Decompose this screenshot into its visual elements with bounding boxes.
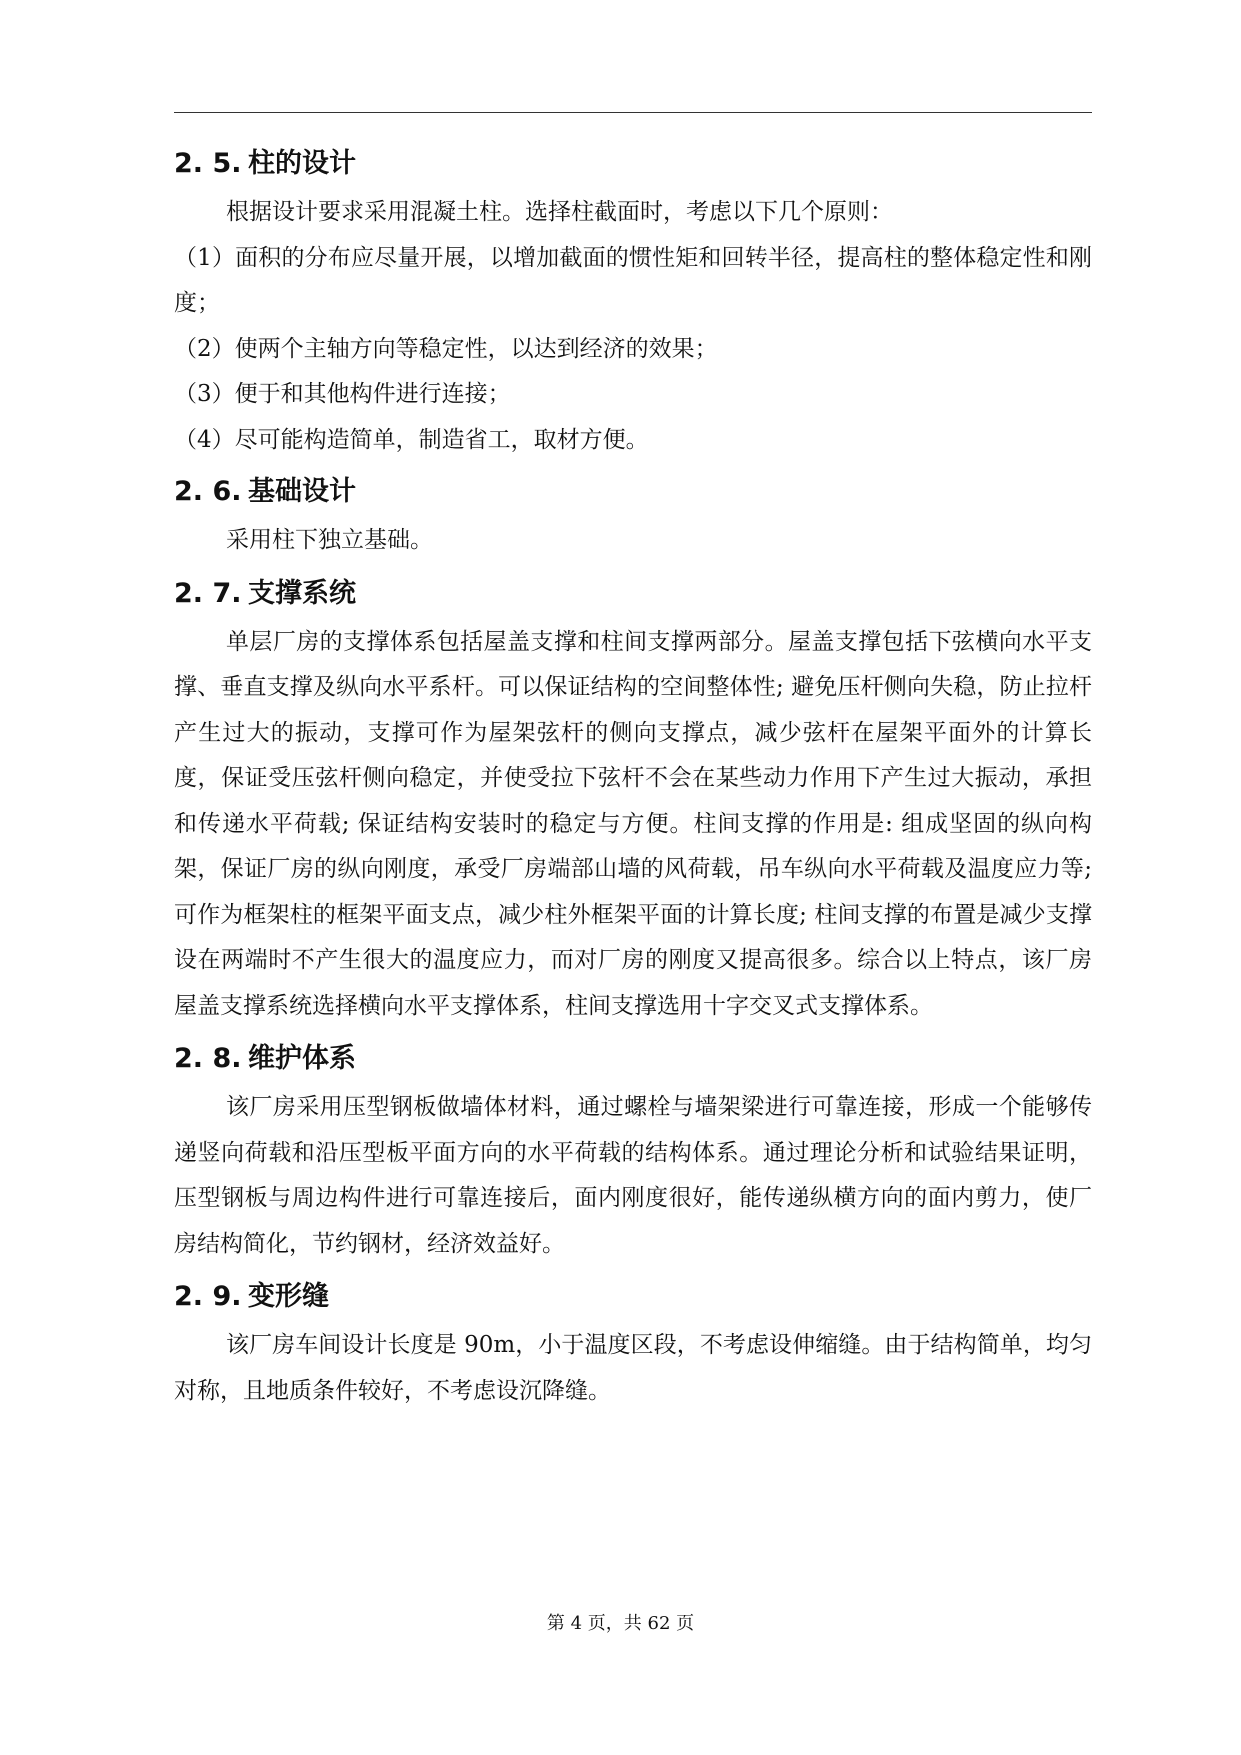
section-heading [174, 570, 1092, 618]
section-number: 2. 9. [174, 1281, 242, 1312]
section-2-7 [174, 570, 1092, 1030]
document-body [174, 140, 1092, 1414]
paragraph: 该厂房车间设计长度是 90m，小于温度区段，不考虑设伸缩缝。由于结构简单，均匀对称，且地质条件较好，不考虑设沉降缝。 [174, 1332, 1092, 1404]
paragraph: 单层厂房的支撑体系包括屋盖支撑和柱间支撑两部分。屋盖支撑包括下弦横向水平支撑、垂直支撑及纵向水平系杆。可以保证结构的空间整体性; 避免压杆侧向失稳，防止拉杆产生过大的振动，支撑可作为屋架弦杆的侧向支撑点，减少弦杆在屋架平面外的计算长度，保证受压弦杆侧向稳定，并使受拉下弦杆不会在某些动力作用下产生过大振动，承担和传递水平荷载; 保证结构安装时的稳定与方便。柱间支撑的作用是: 组成坚固的纵向构架，保证厂房的纵向刚度，承受厂房端部山墙的风荷载，吊车纵向水平荷载及温度应力等; 可作为框架柱的框架平面支点，减少柱外框架平面的计算长度; 柱间支撑的布置是减少支撑设在两端时不产生很大的温度应力，而对厂房的刚度又提高很多。综合以上特点，该厂房屋盖支撑系统选择横向水平支撑体系，柱间支撑选用十字交叉式支撑体系。 [174, 628, 1092, 1019]
section-title: 基础设计 [248, 476, 356, 507]
paragraph: 该厂房采用压型钢板做墙体材料，通过螺栓与墙架梁进行可靠连接，形成一个能够传递竖向荷载和沿压型板平面方向的水平荷载的结构体系。通过理论分析和试验结果证明，压型钢板与周边构件进行可靠连接后，面内刚度很好，能传递纵横方向的面内剪力，使厂房结构简化，节约钢材，经济效益好。 [174, 1094, 1092, 1257]
paragraph: 根据设计要求采用混凝土柱。选择柱截面时，考虑以下几个原则： [226, 199, 893, 225]
section-title: 维护体系 [248, 1043, 356, 1074]
section-heading [174, 140, 1092, 188]
list-item: （1）面积的分布应尽量开展，以增加截面的惯性矩和回转半径，提高柱的整体稳定性和刚度； [174, 244, 1092, 316]
section-title: 变形缝 [248, 1281, 329, 1312]
section-number: 2. 5. [174, 148, 242, 179]
section-number: 2. 6. [174, 476, 242, 507]
section-2-9 [174, 1273, 1092, 1414]
page-footer: 第 4 页，共 62 页 [546, 1613, 695, 1634]
section-2-8 [174, 1035, 1092, 1267]
section-heading [174, 468, 1092, 516]
list-item: （2）使两个主轴方向等稳定性，以达到经济的效果； [174, 335, 718, 362]
paragraph: 采用柱下独立基础。 [226, 527, 433, 553]
section-title: 柱的设计 [248, 148, 356, 179]
section-title: 支撑系统 [248, 577, 356, 609]
section-number: 2. 7. [174, 577, 242, 609]
section-2-5 [174, 140, 1092, 463]
list-item: （4）尽可能构造简单，制造省工，取材方便。 [174, 426, 649, 453]
section-heading [174, 1035, 1092, 1083]
list-item: （3）便于和其他构件进行连接； [174, 381, 511, 407]
header-rule [174, 112, 1092, 113]
section-2-6 [174, 468, 1092, 564]
section-number: 2. 8. [174, 1043, 242, 1074]
section-heading [174, 1273, 1092, 1321]
